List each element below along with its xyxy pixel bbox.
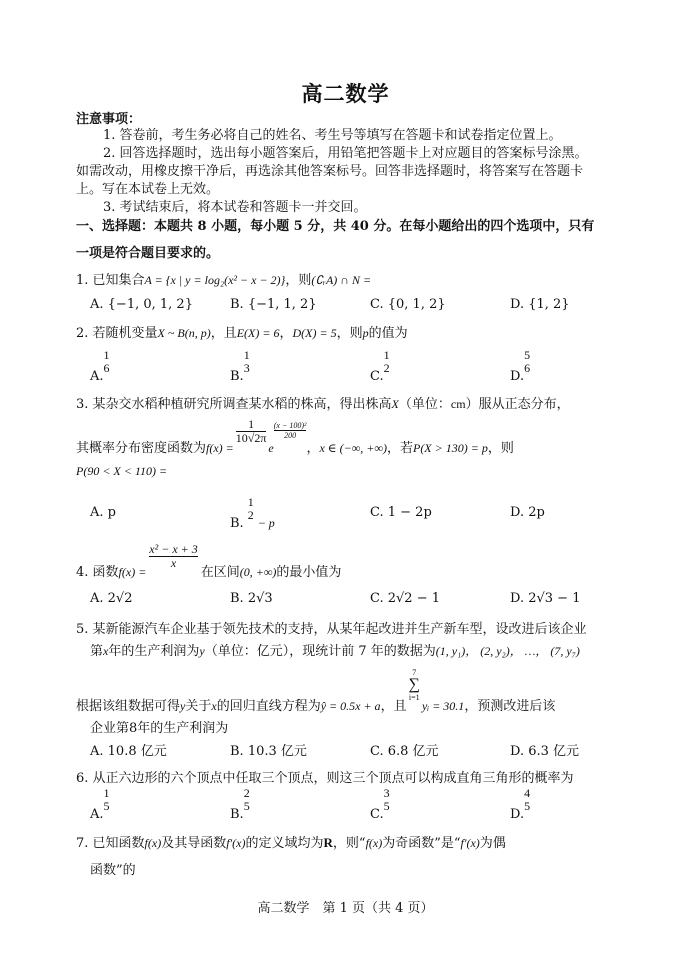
q5-l2-a: 第 xyxy=(90,644,104,659)
q2-d-den: 6 xyxy=(524,361,531,375)
question-6-stem: 6. 从正六边形的六个顶点中任取三个顶点，则这三个顶点可以构成直角三角形的概率为 xyxy=(76,771,574,786)
q1-set-expr: A = {x | y = log₂(x² − x − 2)} xyxy=(144,273,286,287)
q2-stem-d: ，则 xyxy=(336,326,363,341)
q3-fx: f(x) = xyxy=(206,441,234,455)
q5-sum-bottom: i=1 xyxy=(408,693,420,702)
q5-regression-eq: ŷ = 0.5x + a xyxy=(320,699,381,713)
q7-fpx-2: f′(x) xyxy=(460,836,480,850)
q3-pdf-num: 1 xyxy=(236,418,267,432)
q5-sum-body: yᵢ = 30.1 xyxy=(421,699,465,713)
q5-l3-d: ，且 xyxy=(380,699,407,714)
page-footer: 高二数学 第 1 页（共 4 页） xyxy=(257,901,434,916)
q3-pdf-den: 10√2π xyxy=(235,431,267,445)
q3-b-num: 1 xyxy=(247,495,254,509)
q2-d-label: D. xyxy=(510,369,525,384)
q6-b-label: B. xyxy=(230,807,244,822)
q2-c-den: 2 xyxy=(383,361,390,375)
question-5-line3 xyxy=(76,668,556,714)
q3-l2-b: ， xyxy=(306,441,320,456)
q2-c-num: 1 xyxy=(383,348,390,362)
q2-stem-c: ， xyxy=(279,326,293,341)
q4-stem-c: 的最小值为 xyxy=(276,565,342,580)
q3-l2-c: ，若 xyxy=(386,441,413,456)
q1-option-d: D. {1, 2} xyxy=(510,297,570,312)
q3-domain: x ∈ (−∞, +∞) xyxy=(319,441,387,455)
q7-l1-a: 7. 已知函数 xyxy=(76,836,145,851)
q5-l2-x: x xyxy=(103,644,109,658)
q5-l3-b: 关于 xyxy=(185,699,212,714)
q7-l1-b: 及其导函数 xyxy=(161,836,227,851)
q2-p: p xyxy=(362,326,369,340)
q5-option-a: A. 10.8 亿元 xyxy=(90,744,167,759)
question-2-stem xyxy=(76,322,408,341)
q3-b-label: B. xyxy=(230,516,244,531)
q2-stem-a: 2. 若随机变量 xyxy=(76,326,158,341)
q6-d-num: 4 xyxy=(524,786,531,800)
section-heading-line1: 一、选择题：本题共 8 小题，每小题 5 分，共 40 分。在每小题给出的四个选项中，只有 xyxy=(76,219,595,234)
q3-condition: P(X > 130) = p xyxy=(412,441,488,455)
question-3-line3: P(90 < X < 110) = xyxy=(76,464,168,478)
question-3-line1 xyxy=(76,393,570,412)
q5-l3-x: x xyxy=(211,699,217,713)
q2-stem-b: ，且 xyxy=(210,326,237,341)
question-1-stem xyxy=(76,269,371,288)
q4-num: x² − x + 3 xyxy=(149,542,198,556)
q3-unit: cm xyxy=(450,397,466,411)
q5-l3-c: 的回归直线方程为 xyxy=(216,699,321,714)
q6-d-den: 5 xyxy=(524,799,531,813)
notice-heading: 注意事项： xyxy=(76,112,142,127)
page-title: 高二数学 xyxy=(301,81,390,106)
q7-fx-2: f(x) xyxy=(365,836,383,850)
q4-stem-b: 在区间 xyxy=(200,565,240,580)
q3-option-d: D. 2p xyxy=(510,505,545,520)
q3-b-den: 2 xyxy=(247,508,254,522)
q2-expectation: E(X) = 6 xyxy=(236,326,280,340)
q3-l2-a: 其概率分布密度函数为 xyxy=(76,441,207,456)
q4-option-b: B. 2√3 xyxy=(230,591,273,606)
q5-option-d: D. 6.3 亿元 xyxy=(510,744,580,759)
q3-option-b xyxy=(230,495,275,531)
q4-fx: f(x) = xyxy=(118,565,147,579)
q4-option-a: A. 2√2 xyxy=(90,591,133,606)
q6-option-d xyxy=(510,786,531,822)
notice-item-2-line2: 如需改动，用橡皮擦干净后，再选涂其他答案标号。回答非选择题时，将答案写在答题卡 xyxy=(76,164,584,179)
q7-fx: f(x) xyxy=(144,836,162,850)
q5-data-points: (1, y₁)， (2, y₂)， …， (7, y₇) xyxy=(435,644,580,658)
notice-item-2-line3: 上。写在本试卷上无效。 xyxy=(76,182,220,197)
q1-option-c: C. {0, 1, 2} xyxy=(370,297,446,312)
q6-a-den: 5 xyxy=(103,799,110,813)
q5-l2-b: 年的生产利润为 xyxy=(108,644,200,659)
notice-item-2-line1: 2. 回答选择题时，选出每小题答案后，用铅笔把答题卡上对应题目的答案标号涂黑。 xyxy=(103,146,588,161)
section-heading-line2: 一项是符合题目要求的。 xyxy=(76,246,220,261)
q2-option-d xyxy=(510,348,531,384)
q5-sum-top: 7 xyxy=(412,668,417,677)
q5-l2-c: （单位：亿元），现统计前 7 年的数据为 xyxy=(204,644,436,659)
q6-b-num: 2 xyxy=(243,786,250,800)
q4-option-d: D. 2√3 − 1 xyxy=(510,591,581,606)
q6-option-a xyxy=(90,786,110,822)
question-5-line2 xyxy=(90,640,580,659)
q4-option-c: C. 2√2 − 1 xyxy=(370,591,441,606)
q3-var-x: X xyxy=(391,397,399,411)
q2-option-a xyxy=(90,348,110,384)
q6-c-num: 3 xyxy=(383,786,390,800)
q6-option-c xyxy=(370,786,390,822)
q5-l3-a: 根据该组数据可得 xyxy=(76,699,181,714)
question-7-line2: 函数”的 xyxy=(90,863,136,878)
q3-e: e xyxy=(268,441,274,455)
q3-option-a: A. p xyxy=(90,505,116,520)
q7-l1-e: 为奇函数”是“ xyxy=(382,836,461,851)
q4-den: x xyxy=(170,556,177,570)
question-5-line4: 企业第8年的生产利润为 xyxy=(90,721,229,736)
q5-option-c: C. 6.8 亿元 xyxy=(370,744,439,759)
q5-sum-symbol: ∑ xyxy=(408,676,420,693)
notice-item-3: 3. 考试结束后，将本试卷和答题卡一并交回。 xyxy=(103,200,367,215)
q6-option-b xyxy=(230,786,250,822)
q6-b-den: 5 xyxy=(243,799,250,813)
q5-l3-y: y xyxy=(180,699,186,713)
q6-d-label: D. xyxy=(510,807,525,822)
q3-l1-a: 3. 某杂交水稻种植研究所调查某水稻的株高，得出株高 xyxy=(76,397,392,412)
notice-item-1: 1. 答卷前，考生务必将自己的姓名、考生号等填写在答题卡和试卷指定位置上。 xyxy=(103,128,562,143)
question-5-line1: 5. 某新能源汽车企业基于领先技术的支持，从某年起改进并生产新车型，设改进后该企业 xyxy=(76,622,587,637)
q1-stem-a: 1. 已知集合 xyxy=(76,273,145,288)
q7-reals: R xyxy=(323,835,333,850)
q1-stem-b: ，则 xyxy=(285,273,312,288)
q6-c-label: C. xyxy=(370,807,384,822)
question-3-line2 xyxy=(76,417,514,456)
q2-d-num: 5 xyxy=(524,348,531,362)
q7-l1-g: 为偶 xyxy=(479,836,506,851)
question-4-stem xyxy=(76,542,342,580)
q6-a-label: A. xyxy=(90,807,104,822)
q2-a-num: 1 xyxy=(103,348,110,362)
q5-l2-y: y xyxy=(199,644,205,658)
q1-complement-expr: (∁ᵣA) ∩ N = xyxy=(311,273,372,287)
q3-exp-num: (x − 100)² xyxy=(273,421,307,430)
q2-a-label: A. xyxy=(90,369,104,384)
q5-l3-e: ，预测改进后该 xyxy=(464,699,556,714)
q2-variance: D(X) = 5 xyxy=(292,326,337,340)
q3-l1-c: ）服从正态分布， xyxy=(465,397,570,412)
q2-option-b xyxy=(230,348,250,384)
q3-l1-b: （单位： xyxy=(398,397,451,412)
q1-option-b: B. {−1, 1, 2} xyxy=(230,297,317,312)
q2-b-num: 1 xyxy=(243,348,250,362)
q2-b-den: 3 xyxy=(243,361,250,375)
q5-option-b: B. 10.3 亿元 xyxy=(230,744,307,759)
q3-option-c: C. 1 − 2p xyxy=(370,505,432,520)
q4-stem-a: 4. 函数 xyxy=(76,565,119,580)
q7-l1-d: ，则“ xyxy=(332,836,366,851)
q7-fpx: f′(x) xyxy=(226,836,246,850)
q7-l1-c: 的定义域均为 xyxy=(245,836,324,851)
q2-a-den: 6 xyxy=(103,361,110,375)
q4-interval: (0, +∞) xyxy=(239,565,277,579)
q2-c-label: C. xyxy=(370,369,384,384)
q3-exp-den: 200 xyxy=(284,431,297,440)
q2-b-label: B. xyxy=(230,369,244,384)
q1-option-a: A. {−1, 0, 1, 2} xyxy=(90,297,193,312)
q2-dist: X ~ B(n, p) xyxy=(157,326,211,340)
question-7-line1 xyxy=(76,832,506,851)
q3-l2-d: ，则 xyxy=(487,441,514,456)
q2-option-c xyxy=(370,348,390,384)
q2-stem-e: 的值为 xyxy=(368,326,408,341)
q6-a-num: 1 xyxy=(103,786,110,800)
q6-c-den: 5 xyxy=(383,799,390,813)
q3-b-rest: − p xyxy=(257,516,275,530)
